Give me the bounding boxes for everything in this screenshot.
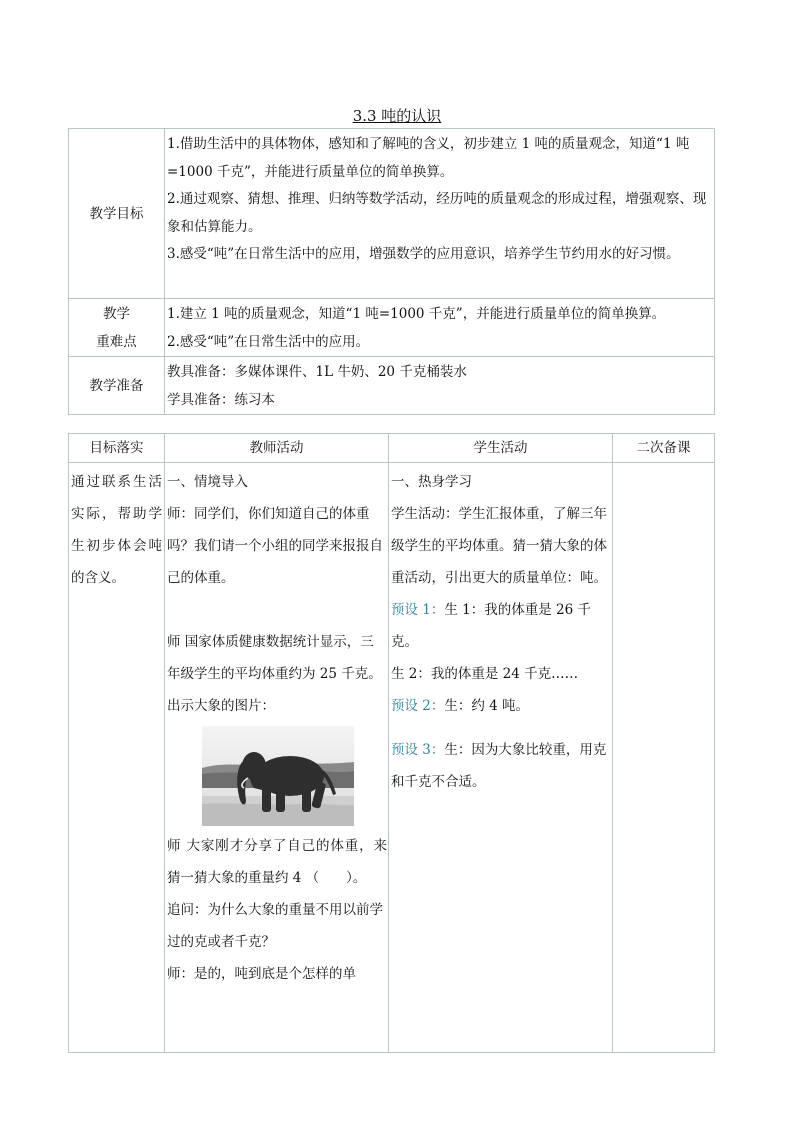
preset-label: 预设 2：: [391, 698, 445, 714]
preset-2: 预设 2：生：约 4 吨。: [391, 698, 530, 714]
goal-cell: 通过联系生活实际，帮助学生初步体会吨的含义。: [69, 463, 165, 1053]
preset-1: 预设 1：生 1：我的体重是 26 千克。: [391, 602, 592, 650]
prep-teacher: 教具准备：多媒体课件、1L 牛奶、20 千克桶装水: [167, 364, 467, 380]
page-title: 3.3 吨的认识: [352, 107, 442, 125]
goals-label: 教学目标: [69, 129, 165, 299]
header-goal: 目标落实: [69, 434, 165, 463]
preset-label: 预设 3：: [391, 742, 445, 758]
header-teacher: 教师活动: [165, 434, 389, 463]
preset-3: 预设 3：生：因为大象比较重，用克和千克不合适。: [391, 742, 607, 790]
goal-2: 2.通过观察、猜想、推理、归纳等数学活动，经历吨的质量观念的形成过程，增强观察、现象和估算能力。: [167, 191, 707, 235]
teacher-line: 师 国家体质健康数据统计显示，三年级学生的平均体重约为 25 千克。: [167, 634, 382, 682]
header-student: 学生活动: [389, 434, 613, 463]
header-notes: 二次备课: [613, 434, 715, 463]
teacher-line: 师：是的，吨到底是个怎样的单: [167, 966, 356, 982]
student-line: 生 2：我的体重是 24 千克……: [391, 666, 579, 682]
difficulty-1: 1.建立 1 吨的质量观念，知道“1 吨=1000 千克”，并能进行质量单位的简单换算。: [167, 306, 666, 322]
student-line: 学生活动：学生汇报体重，了解三年级学生的平均体重。猜一猜大象的体重活动，引出更大的质量单位：吨。: [391, 506, 607, 586]
difficulty-label: 教学 重难点: [69, 299, 165, 357]
goal-3: 3.感受“吨”在日常生活中的应用，增强数学的应用意识，培养学生节约用水的好习惯。: [167, 246, 680, 262]
teacher-heading: 一、情境导入: [167, 474, 248, 490]
student-heading: 一、热身学习: [391, 474, 472, 490]
notes-cell: [613, 463, 715, 1053]
prep-cell: [165, 357, 715, 415]
overview-table: [68, 128, 715, 415]
teacher-line: 师 大家刚才分享了自己的体重，来猜一猜大象的重量约 4 （ ）。: [167, 838, 387, 886]
preset-label: 预设 1：: [391, 602, 445, 618]
difficulty-2: 2.感受“吨”在日常生活中的应用。: [167, 333, 370, 350]
goal-1: 1.借助生活中的具体物体，感知和了解吨的含义，初步建立 1 吨的质量观念，知道“1 吨=1000 千克”，并能进行质量单位的简单换算。: [167, 136, 690, 180]
prep-student: 学具准备：练习本: [167, 391, 275, 408]
teacher-line: 追问：为什么大象的重量不用以前学过的克或者千克？: [167, 902, 383, 950]
elephant-image: [202, 726, 354, 826]
teacher-cell: [165, 463, 389, 1053]
teacher-line: 师：同学们，你们知道自己的体重吗？我们请一个小组的同学来报报自己的体重。: [167, 506, 383, 586]
goals-cell: [165, 129, 715, 299]
prep-label: 教学准备: [69, 357, 165, 415]
activity-table: [68, 433, 715, 1053]
student-cell: [389, 463, 613, 1053]
difficulty-cell: [165, 299, 715, 357]
teacher-line: 出示大象的图片：: [167, 698, 275, 714]
